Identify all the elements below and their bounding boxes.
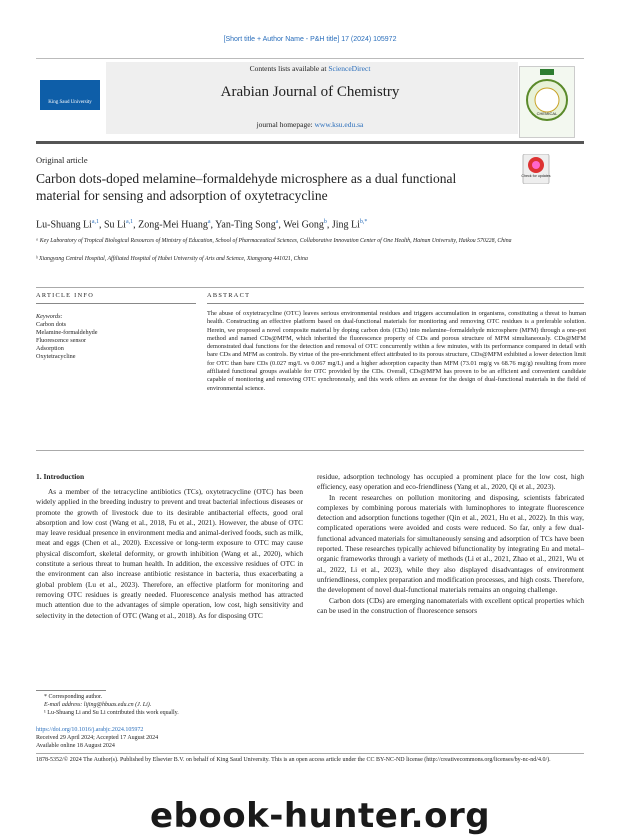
author-affiliation-mark[interactable]: a (207, 219, 211, 225)
date-line: Received 29 April 2024; Accepted 17 August 2024 (36, 735, 159, 741)
king-saud-logo (40, 80, 100, 110)
author-name[interactable]: Su Li (104, 219, 126, 231)
society-emblem-icon (520, 67, 574, 137)
footnote: ¹ Lu-Shuang Li and Su Li contributed this work equally. (44, 710, 179, 716)
date-line: Available online 18 August 2024 (36, 743, 115, 749)
journal-cover-logo (519, 66, 575, 138)
author-affiliation-mark[interactable]: b,* (359, 219, 368, 225)
author-affiliation-mark[interactable]: a,1 (125, 219, 134, 225)
author-name[interactable]: Lu-Shuang Li (36, 219, 92, 231)
author-affiliation-mark[interactable]: a,1 (91, 219, 99, 225)
homepage-link[interactable]: www.ksu.edu.sa (314, 120, 364, 129)
contents-prefix: Contents lists available at (249, 64, 327, 73)
sciencedirect-link[interactable]: ScienceDirect (328, 64, 371, 73)
affiliation-b: ᵇ Xiangyang Central Hospital, Affiliated Hospital of Hubei University of Arts and Science, Xiangyang 441021, China (36, 256, 308, 262)
keyword: Carbon dots (36, 321, 67, 328)
divider (36, 450, 584, 451)
keywords-block (36, 313, 98, 361)
author-list: Lu-Shuang Li$^{a,1}$, Su Li$^{a,1}$, Zong-Mei Huang$^a$, Yan-Ting Song$^a$, Wei Gong$^b$, Jing $Li^{b,*}$ (36, 219, 368, 231)
article-type: Original article (36, 155, 88, 165)
doi-link[interactable]: https://doi.org/10.1016/j.arabjc.2024.105972 (36, 727, 144, 733)
keyword: Fluorescence sensor (36, 337, 86, 344)
author-affiliation-mark[interactable]: a (275, 219, 279, 225)
abstract-heading: ABSTRACT (207, 292, 251, 299)
article-title: Carbon dots-doped melamine–formaldehyde microsphere as a dual functional material for sensing and adsorption of oxytetracycline (36, 171, 457, 203)
cover-caption: CHEMICAL (536, 111, 558, 116)
affiliation-a: ᵃ Key Laboratory of Tropical Biological Resources of Ministry of Education, School of Pharmaceutical Sciences, Collaborative Innovation Center of One Health, Hainan University, Haikou 570228, China (36, 238, 512, 244)
section-heading: 1. Introduction (36, 472, 85, 481)
keyword: Adsorption (36, 345, 64, 352)
paragraph: In recent researches on pollution monitoring and disposing, scientists fabricated complexes by combining porous materials with luminophores to integrate fluorescence detection and adsorption functions together (Qin et al., 2021, Hu et al., 2022). In this way, complicated operations were avoided and costs were reduced. So far, only a few dual-functional advanced materials for simultaneously sensing and adsorption of TCs have been reported. These researches typically achieved bifunctionality by integrating Eu and metal–organic frameworks through a variety of methods (Li et al., 2021, Zhao et al., 2021, Wu et al., 2022, Li et al., 2023), while they also displayed disadvantages of environment unfriendliness, complex preparation and modification processes, and high costs. Therefore, the development of novel dual-functional materials remains an ongoing challenge. (317, 492, 584, 595)
journal-title: Arabian Journal of Chemistry (220, 84, 400, 100)
keywords-label: Keywords: (36, 313, 63, 320)
license-text: 1878-5352/© 2024 The Author(s). Published by Elsevier B.V. on behalf of King Saud University. This is an open access article under the CC BY-NC-ND license (http://creativecommons.org/licenses/by-nc-nd/4.0/). (36, 753, 584, 764)
homepage-prefix: journal homepage: (256, 120, 313, 129)
footnote-email[interactable]: E-mail address: lijing@hbuas.edu.cn (J. Li). (44, 702, 152, 708)
logo-caption: King Saud University (48, 100, 92, 105)
author-name[interactable]: Jing Li (331, 219, 360, 231)
author-name[interactable]: Zong-Mei Huang (138, 219, 208, 231)
right-column (317, 472, 584, 616)
paragraph: As a member of the tetracycline antibiotics (TCs), oxytetracycline (OTC) has been widely applied in the breeding industry to prevent and treat bacterial infectious diseases or promote the growth of livestock due to its desirable antibacterial effects, good oral absorption and low cost (Wang et al., 2018, Fu et al., 2021). However, the abuse of OTC may leave residual presence in environment media and animal-derived foods, such as milk, meat and eggs (Chen et al., 2020). Excessive or long-term exposure to OTC may cause physical discomfort, skeletal deformity, or growth inhibition (Wang et al., 2020), which constitute a serious threat to human health. In addition, the excessive residues of OTC in the environment can also increase antibiotic resistance in bacteria, thus exacerbating a global problem (Lu et al., 2023). Therefore, an effective platform for monitoring and removing OTC residues is greatly needed. Fluorescence analysis method has attracted much attention due to the advantages of simple operation, low cost, high sensitivity and selectivity in the detection of OTC (Wang et al., 2018). As for disposing OTC (36, 487, 303, 620)
footnote: * Corresponding author. (44, 694, 103, 700)
footnotes (36, 693, 584, 717)
divider (207, 303, 584, 304)
author-affiliation-mark[interactable]: b (323, 219, 327, 225)
check-for-updates-button[interactable] (521, 154, 551, 184)
running-header-link[interactable]: [Short title + Author Name - P&H title] 17 (2024) 105972 (223, 36, 397, 43)
paragraph: Carbon dots (CDs) are emerging nanomaterials with excellent optical properties which can be used in the construction of fluorescence sensors (317, 595, 584, 615)
left-column (36, 487, 303, 621)
author-name[interactable]: Yan-Ting Song (215, 219, 276, 231)
check-updates-label: Check for updates (521, 174, 551, 178)
article-info-heading: ARTICLE INFO (36, 292, 95, 299)
keyword: Oxytetracycline (36, 353, 76, 360)
paragraph: residue, adsorption technology has occupied a prominent place for the low cost, high efficiency, easy operation and eco-friendliness (Yang et al., 2020, Qi et al., 2023). (317, 472, 584, 492)
author-name[interactable]: Wei Gong (283, 219, 324, 231)
divider (36, 303, 196, 304)
abstract-text: The abuse of oxytetracycline (OTC) leaves serious environmental residues and triggers accumulation in organisms, constituting a threat to human health. Constructing an effective platform based on dual-functional materials for monitoring and removing OTC residues is a preferable solution. Herein, we proposed a novel composite material by doping carbon dots (CDs) into melamine–formaldehyde microsphere (MFM) through a one-pot method and named CDs@MFM, which inherited the fluorescence property of CDs and porous structure of MFM simultaneously. CDs@MFM demonstrated dual functions for the detection and removal of OTC concurrently within a few minutes, with its performance compared in detail with bare CDs and MFM as controls. By virtue of the pre-enrichment effect attributed to its porous structure, CDs@MFM exhibited a lower detection limit for OTC than bare CDs (0.027 mg/L vs 0.067 mg/L) and a higher adsorption capacity than MFM (73.01 mg/g vs 68.76 mg/g) resulting from more affiliated functional groups available for OTC provided by the CDs. Overall, CDs@MFM has proven to be an efficient and convenient candidate capable of monitoring and removing OTC synchronously, and this work offers an avenue for the design of dual-functional materials in the field of environmental science. (207, 310, 586, 392)
keyword: Melamine-formaldehyde (36, 329, 98, 336)
footnote-divider (36, 690, 106, 691)
watermark-text: ebook-hunter.org (150, 796, 491, 836)
divider (36, 287, 584, 288)
check-updates-icon (521, 154, 551, 184)
publication-info (36, 726, 584, 764)
